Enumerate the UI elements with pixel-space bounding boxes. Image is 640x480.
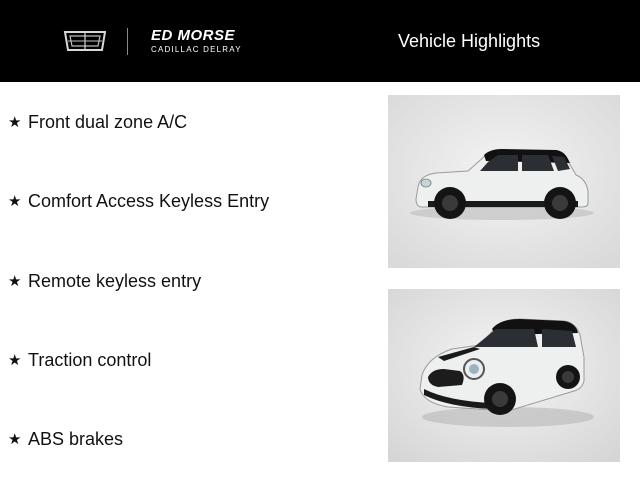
feature-item	[8, 271, 201, 292]
feature-item	[8, 191, 269, 212]
feature-label: ABS brakes	[28, 429, 124, 449]
dealer-location: CADILLAC DELRAY	[151, 45, 242, 54]
feature-item	[8, 429, 123, 450]
star-icon: ★	[8, 273, 22, 290]
star-icon: ★	[8, 114, 22, 131]
car-front-image	[388, 289, 620, 462]
feature-label: Front dual zone A/C	[28, 112, 188, 132]
feature-label: Comfort Access Keyless Entry	[28, 191, 270, 211]
feature-label: Traction control	[28, 350, 152, 370]
dealer-name: ED MORSE	[151, 27, 236, 44]
vehicle-photo-side	[388, 95, 620, 268]
feature-item	[8, 112, 187, 133]
star-icon: ★	[8, 193, 22, 210]
star-icon: ★	[8, 352, 22, 369]
car-side-image	[388, 95, 620, 268]
vehicle-photo-front	[388, 289, 620, 462]
page-title: Vehicle Highlights	[398, 31, 541, 51]
feature-label: Remote keyless entry	[28, 271, 202, 291]
header-bar	[0, 0, 640, 82]
feature-item	[8, 350, 151, 371]
cadillac-crest-logo	[62, 28, 108, 54]
header-divider	[127, 28, 128, 55]
star-icon: ★	[8, 431, 22, 448]
